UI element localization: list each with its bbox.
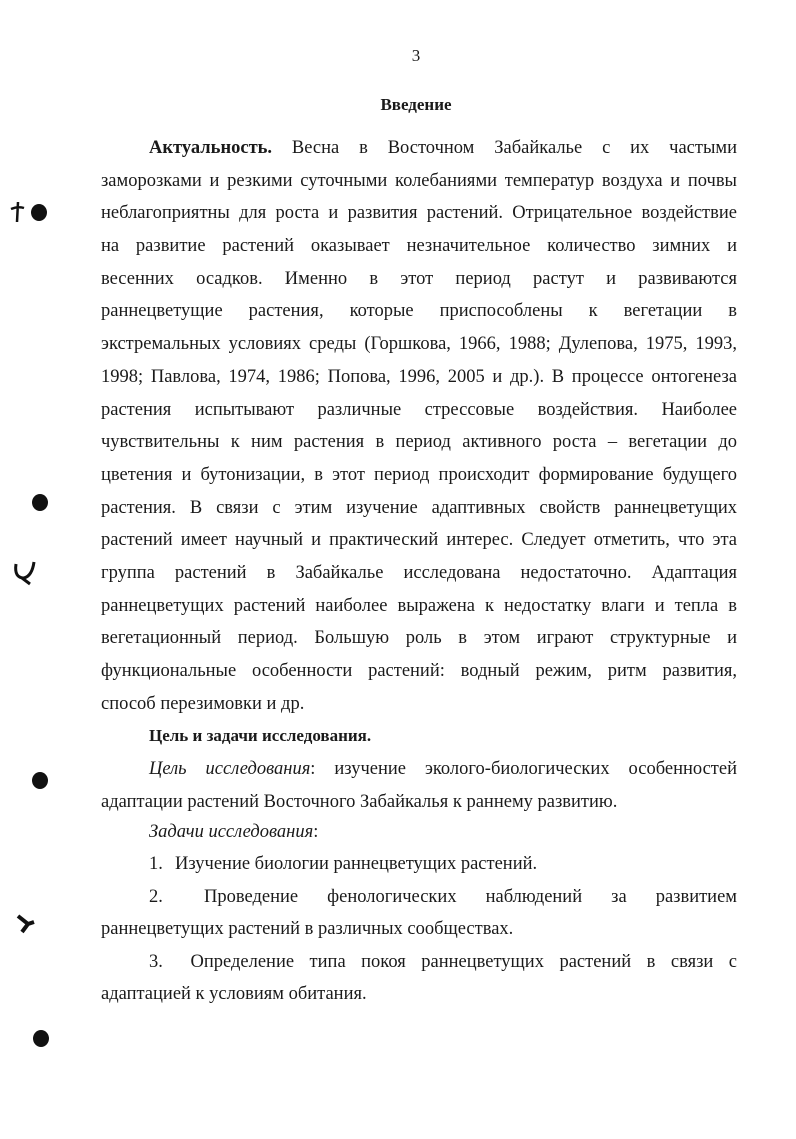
- task-item-2: [149, 887, 737, 908]
- task-text: Проведение фенологических наблюдений за развитием: [204, 887, 738, 907]
- paragraph-line: раннецветущих растений наиболее выражена к недостатку влаги и тепла в: [101, 595, 737, 616]
- pen-mark-icon: [8, 200, 28, 224]
- paragraph-line: экстремальных условиях среды (Горшкова, 1966, 1988; Дулепова, 1975, 1993,: [101, 334, 737, 355]
- tasks-colon: :: [313, 822, 319, 842]
- goals-heading: Цель и задачи исследования.: [149, 726, 372, 745]
- paragraph-line: функциональные особенности растений: водный режим, ритм развития,: [101, 661, 737, 681]
- page-title: Введение: [380, 95, 452, 114]
- paragraph-line: заморозками и резкими суточными колебаниями температур воздуха и почвы: [101, 170, 737, 191]
- paragraph-line: неблагоприятны для роста и развития растений. Отрицательное воздействие: [101, 203, 737, 224]
- tasks-label-line: [149, 822, 737, 843]
- punch-hole-mark: [33, 1030, 49, 1047]
- paragraph-line: 1998; Павлова, 1974, 1986; Попова, 1996, 2005 и др.). В процессе онтогенеза: [101, 366, 737, 387]
- paragraph-line: растения испытывают различные стрессовые воздействия. Наиболее: [101, 399, 737, 420]
- paragraph-last-line: способ перезимовки и др.: [101, 693, 305, 714]
- task-text: Определение типа покоя раннецветущих растений в связи с: [190, 952, 737, 972]
- punch-hole-mark: [32, 494, 48, 511]
- pen-mark-icon: [12, 558, 38, 586]
- aim-first-line: [101, 753, 737, 786]
- paragraph-line: растений имеет научный и практический интерес. Следует отметить, что эта: [101, 530, 737, 551]
- task-item-2-continuation: раннецветущих растений в различных сообществах.: [101, 919, 514, 939]
- paragraph-line: весенних осадков. Именно в этот период растут и развиваются: [101, 268, 737, 289]
- task-number: 1.: [149, 854, 163, 874]
- paragraph-line: чувствительны к ним растения в период активного роста – вегетации до: [101, 432, 737, 453]
- task-item-3: [149, 952, 737, 973]
- page-number: 3: [411, 46, 421, 65]
- aim-second-line: адаптации растений Восточного Забайкалья к раннему развитию.: [101, 791, 618, 812]
- paragraph-line: раннецветущие растения, которые приспособлены к вегетации в: [101, 301, 737, 322]
- aim-paragraph: [101, 753, 737, 818]
- pen-mark-icon: [14, 912, 36, 936]
- relevance-label: Актуальность.: [149, 138, 273, 158]
- tasks-label: Задачи исследования: [149, 822, 314, 842]
- aim-text: : изучение эколого-биологических особенностей: [310, 759, 737, 779]
- paragraph-line: растения. В связи с этим изучение адаптивных свойств раннецветущих: [101, 497, 737, 518]
- task-item-1: [149, 854, 737, 875]
- task-item-3-continuation: адаптацией к условиям обитания.: [101, 984, 367, 1004]
- paragraph-line: группа растений в Забайкалье исследована недостаточно. Адаптация: [101, 562, 737, 583]
- punch-hole-mark: [31, 204, 47, 221]
- relevance-first-line: [101, 132, 737, 165]
- paragraph-line: на развитие растений оказывает незначительное количество зимних и: [101, 236, 737, 257]
- punch-hole-mark: [32, 772, 48, 789]
- relevance-first-line-text: Весна в Восточном Забайкалье с их частыми: [291, 138, 737, 158]
- relevance-paragraph: [101, 132, 737, 720]
- paragraph-line: вегетационный период. Большую роль в этом играют структурные и: [101, 628, 737, 649]
- task-text: Изучение биологии раннецветущих растений.: [175, 854, 538, 874]
- paragraph-line: цветения и бутонизации, в этот период происходит формирование будущего: [101, 464, 737, 485]
- aim-label: Цель исследования: [149, 759, 311, 779]
- task-number: 3.: [149, 952, 163, 972]
- task-number: 2.: [149, 887, 163, 907]
